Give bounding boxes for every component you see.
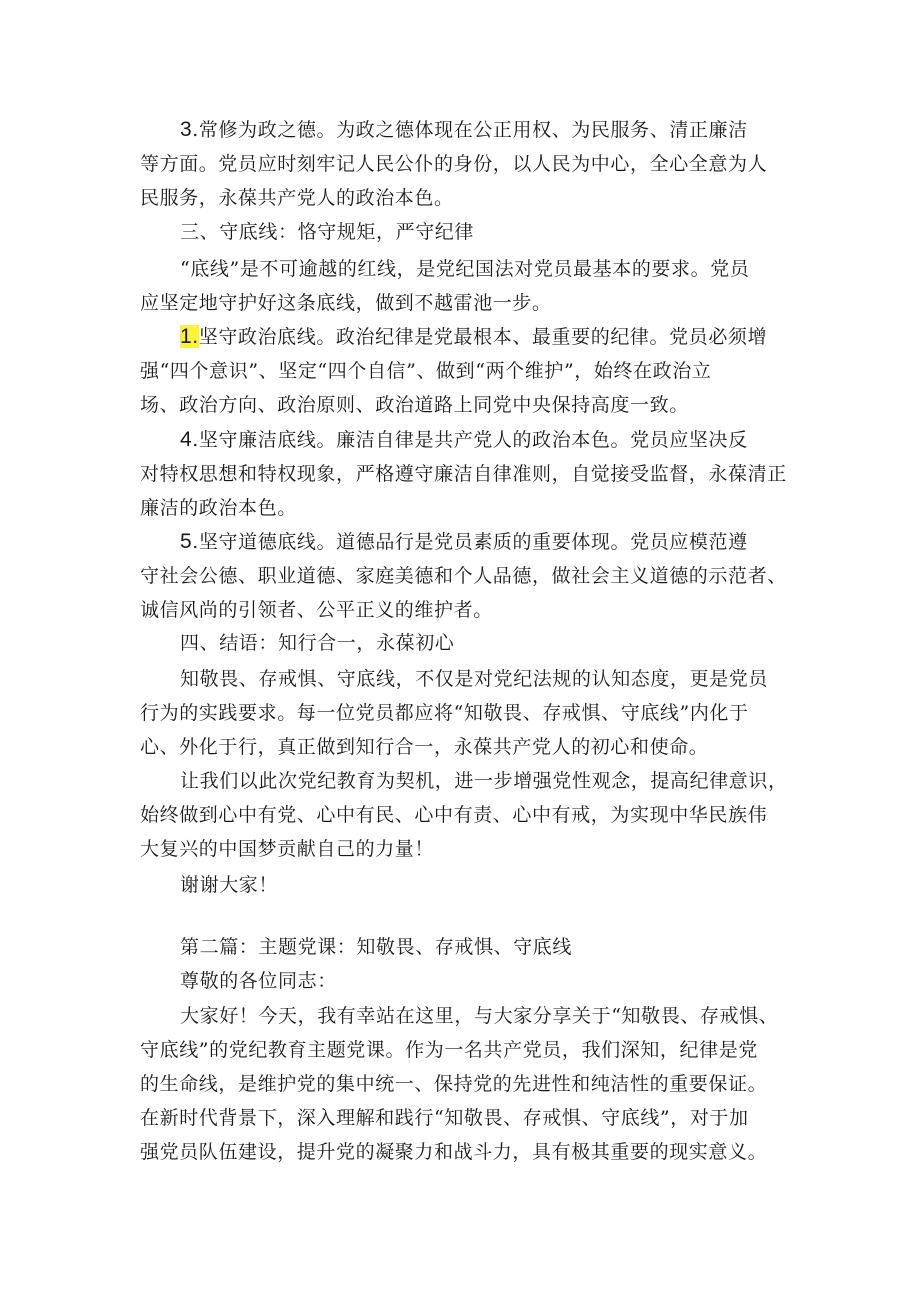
paragraph-line: 的生命线，是维护党的集中统一、保持党的先进性和纯洁性的重要保证。 (140, 1073, 768, 1095)
paragraph-line: 等方面。党员应时刻牢记人民公仆的身份，以人民为中心，全心全意为人 (140, 153, 768, 175)
paragraph-line: 民服务，永葆共产党人的政治本色。 (140, 187, 454, 209)
paragraph-line: 始终做到心中有党、心中有民、心中有责、心中有戒，为实现中华民族伟 (140, 804, 768, 826)
paragraph-line (180, 525, 748, 559)
paragraph-line: 诚信风尚的引领者、公平正义的维护者。 (140, 599, 493, 621)
paragraph-line: 在新时代背景下，深入理解和践行“知敬畏、存戒惧、守底线”，对于加 (140, 1107, 749, 1129)
paragraph-line: “底线”是不可逾越的红线，是党纪国法对党员最基本的要求。党员 (180, 258, 750, 280)
item-number: 5 (180, 530, 193, 553)
greeting: 尊敬的各位同志： (180, 970, 337, 992)
paragraph-text: .坚守廉洁底线。廉洁自律是共产党人的政治本色。党员应坚决反 (192, 429, 748, 451)
item-number: 4 (180, 428, 193, 451)
paragraph-line: 守底线”的党纪教育主题党课。作为一名共产党员，我们深知，纪律是党 (140, 1039, 758, 1061)
section-heading: 三、守底线：恪守规矩，严守纪律 (180, 221, 475, 243)
paragraph-line: 守社会公德、职业道德、家庭美德和个人品德，做社会主义道德的示范者、 (140, 565, 787, 587)
paragraph-line (180, 113, 748, 147)
item-number: 3 (180, 118, 193, 141)
paragraph-line: 强党员队伍建设，提升党的凝聚力和战斗力，具有极其重要的现实意义。 (140, 1141, 768, 1163)
highlighted-item-number: 1. (180, 325, 199, 348)
paragraph-line: 应坚定地守护好这条底线，做到不越雷池一步。 (140, 292, 552, 314)
paragraph-line: 强“四个意识”、坚定“四个自信”、做到“两个维护”，始终在政治立 (140, 360, 712, 382)
paragraph-line: 心、外化于行，真正做到知行合一，永葆共产党人的初心和使命。 (140, 736, 709, 758)
paragraph-line: 让我们以此次党纪教育为契机，进一步增强党性观念，提高纪律意识， (180, 770, 788, 792)
paragraph-text: 坚守政治底线。政治纪律是党最根本、最重要的纪律。党员必须增 (198, 326, 768, 348)
paragraph-line (180, 423, 748, 457)
paragraph-text: .常修为政之德。为政之德体现在公正用权、为民服务、清正廉洁 (192, 119, 748, 141)
paragraph-line: 场、政治方向、政治原则、政治道路上同党中央保持高度一致。 (140, 394, 689, 416)
section-heading: 四、结语：知行合一，永葆初心 (180, 632, 455, 654)
paragraph-text: .坚守道德底线。道德品行是党员素质的重要体现。党员应模范遵 (192, 531, 748, 553)
closing-line: 谢谢大家！ (180, 874, 279, 896)
paragraph-line: 知敬畏、存戒惧、守底线，不仅是对党纪法规的认知态度，更是党员 (180, 668, 769, 690)
part-title: 第二篇：主题党课：知敬畏、存戒惧、守底线 (180, 936, 573, 958)
paragraph-line: 大家好！今天，我有幸站在这里，与大家分享关于“知敬畏、存戒惧、 (180, 1005, 779, 1027)
paragraph-line: 廉洁的政治本色。 (140, 497, 297, 519)
paragraph-line (180, 320, 767, 354)
paragraph-line: 对特权思想和特权现象，严格遵守廉洁自律准则，自觉接受监督，永葆清正 (140, 463, 787, 485)
paragraph-line: 行为的实践要求。每一位党员都应将“知敬畏、存戒惧、守底线”内化于 (140, 702, 749, 724)
paragraph-line: 大复兴的中国梦贡献自己的力量！ (140, 838, 435, 860)
